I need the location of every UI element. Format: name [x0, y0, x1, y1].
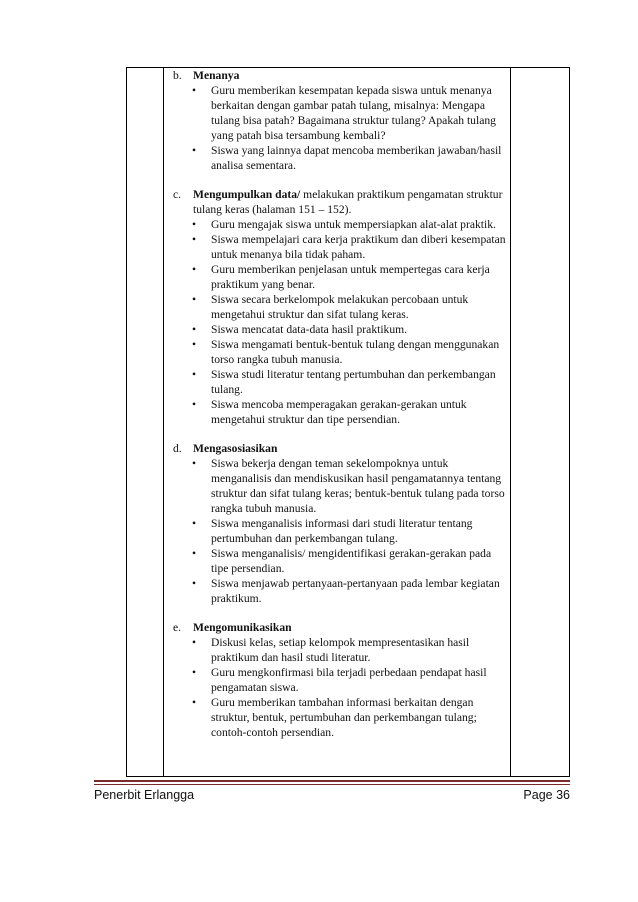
- list-item: • Diskusi kelas, setiap kelompok mempresentasikan hasil praktikum dan hasil studi literatur.: [192, 635, 507, 665]
- section-heading-text: [193, 441, 277, 456]
- list-item: • Siswa mencoba memperagakan gerakan-gerakan untuk mengetahui struktur dan tipe persendian.: [192, 397, 507, 427]
- section-gap: [173, 173, 507, 187]
- section-letter: e.: [173, 621, 182, 634]
- section-mengasosiasikan: [173, 441, 507, 606]
- section-gap: [173, 427, 507, 441]
- list-item: • Guru mengajak siswa untuk mempersiapkan alat-alat praktik.: [192, 217, 507, 232]
- bullet-list: [173, 456, 507, 606]
- footer-page-number: Page 36: [523, 788, 570, 802]
- list-item: • Siswa bekerja dengan teman sekelompoknya untuk menganalisis dan mendiskusikan hasil pengamatannya tentang struktur dan sifat tulang keras; bentuk-bentuk tulang pada torso rangka tubuh manusia.: [192, 456, 507, 516]
- bullet-list: [173, 635, 507, 740]
- list-item: • Siswa secara berkelompok melakukan percobaan untuk mengetahui struktur dan sifat tulang keras.: [192, 292, 507, 322]
- activity-content: [173, 68, 507, 740]
- list-item: • Siswa menjawab pertanyaan-pertanyaan pada lembar kegiatan praktikum.: [192, 576, 507, 606]
- section-heading: [173, 441, 507, 456]
- list-item: • Guru memberikan penjelasan untuk mempertegas cara kerja praktikum yang benar.: [192, 262, 507, 292]
- column-divider-right: [510, 67, 511, 777]
- list-item: • Siswa yang lainnya dapat mencoba memberikan jawaban/hasil analisa sementara.: [192, 143, 507, 173]
- list-item: • Siswa mengamati bentuk-bentuk tulang dengan menggunakan torso rangka tubuh manusia.: [192, 337, 507, 367]
- bullet-list: [173, 83, 507, 173]
- section-heading-text: [193, 620, 292, 635]
- section-title: Menanya: [193, 69, 240, 82]
- footer-publisher: Penerbit Erlangga: [94, 788, 195, 802]
- section-letter: c.: [173, 188, 182, 201]
- section-menanya: [173, 68, 507, 173]
- list-item: • Guru memberikan kesempatan kepada siswa untuk menanya berkaitan dengan gambar patah tulang, misalnya: Mengapa tulang bisa patah? Bagaimana struktur tulang? Apakah tulang yang patah bisa tersambung kembali?: [192, 83, 507, 143]
- list-item: • Guru mengkonfirmasi bila terjadi perbedaan pendapat hasil pengamatan siswa.: [192, 665, 507, 695]
- section-title: Mengomunikasikan: [193, 621, 292, 634]
- section-title: Mengumpulkan data/: [193, 188, 301, 201]
- section-mengumpulkan-data: [173, 187, 507, 427]
- footer-rule: [94, 780, 570, 782]
- list-item: • Siswa mencatat data-data hasil praktikum.: [192, 322, 507, 337]
- section-mengomunikasikan: [173, 620, 507, 740]
- section-letter: d.: [173, 442, 182, 455]
- section-heading-text: [193, 68, 239, 83]
- section-letter: b.: [173, 69, 182, 82]
- list-item: • Siswa mempelajari cara kerja praktikum dan diberi kesempatan untuk menanya bila tidak paham.: [192, 232, 507, 262]
- section-gap: [173, 606, 507, 620]
- section-title: Mengasosiasikan: [193, 442, 278, 455]
- footer-rule-thin: [94, 784, 570, 785]
- list-item: • Guru memberikan tambahan informasi berkaitan dengan struktur, bentuk, pertumbuhan dan perkembangan tulang; contoh-contoh persendian.: [192, 695, 507, 740]
- section-heading: [173, 68, 507, 83]
- list-item: • Siswa menganalisis/ mengidentifikasi gerakan-gerakan pada tipe persendian.: [192, 546, 507, 576]
- section-heading: [173, 620, 507, 635]
- list-item: • Siswa menganalisis informasi dari studi literatur tentang pertumbuhan dan perkembangan tulang.: [192, 516, 507, 546]
- section-lead: melakukan praktikum pengamatan struktur tulang keras (halaman 151 – 152).: [193, 188, 503, 216]
- column-divider-left: [163, 67, 164, 777]
- bullet-list: [173, 217, 507, 427]
- list-item: • Siswa studi literatur tentang pertumbuhan dan perkembangan tulang.: [192, 367, 507, 397]
- section-heading: [173, 187, 507, 217]
- section-heading-text: [193, 187, 507, 217]
